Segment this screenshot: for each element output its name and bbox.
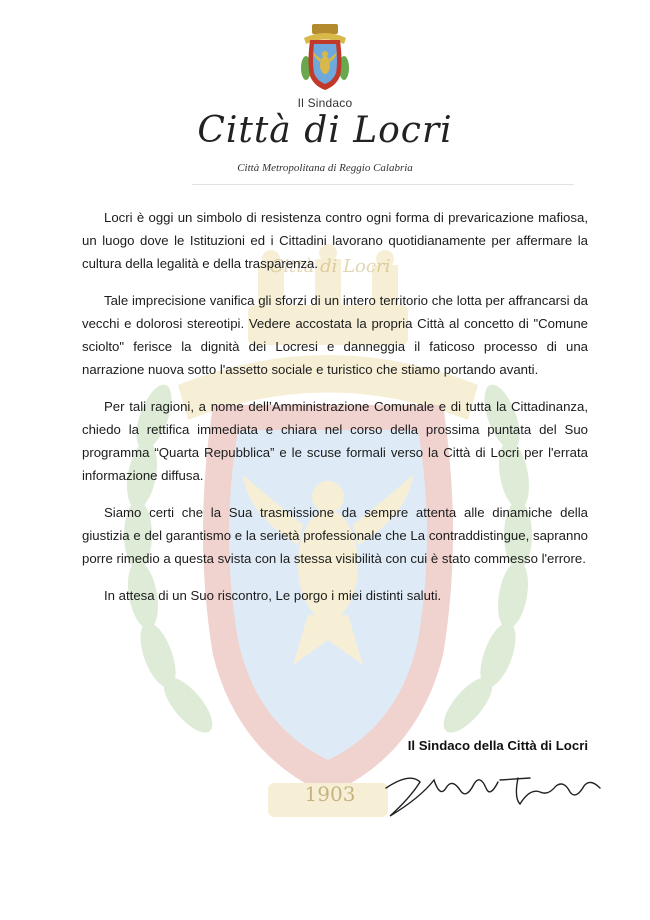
header-divider bbox=[192, 184, 574, 185]
city-name-title: Città di Locri bbox=[197, 110, 453, 151]
watermark-banner-text: Città di Locri bbox=[269, 256, 391, 277]
signer-title: Il Sindaco della Città di Locri bbox=[407, 738, 588, 753]
handwritten-signature bbox=[380, 758, 610, 826]
paragraph-5: In attesa di un Suo riscontro, Le porgo i miei distinti saluti. bbox=[104, 588, 442, 603]
paragraph-4: Siamo certi che la Sua trasmissione da sempre attenta alle dinamiche della giustizia e del garantismo e la serietà professionale che La contraddistingue, sapranno porre rimedio a questa svista con la stessa visibilità con cui è stato commesso l'errore. bbox=[82, 505, 588, 566]
coat-of-arms-logo bbox=[298, 20, 352, 94]
city-subtitle: Città Metropolitana di Reggio Calabria bbox=[237, 162, 413, 174]
letter-body bbox=[82, 206, 588, 607]
paragraph-1: Locri è oggi un simbolo di resistenza contro ogni forma di prevaricazione mafiosa, un luogo dove le Istituzioni ed i Cittadini lavorano quotidianamente per affermare la cultura della legalità e della trasparenza. bbox=[82, 210, 588, 271]
paragraph-2: Tale imprecisione vanifica gli sforzi di un intero territorio che lotta per affrancarsi da vecchi e dolorosi stereotipi. Vedere accostata la propria Città al concetto di "Comune sciolto" ferisce la dignità dei Locresi e danneggia il faticoso processo di una narrazione nuova sotto l'assetto sociale e turistico che stiamo portando avanti. bbox=[82, 293, 588, 377]
office-label: Il Sindaco bbox=[297, 96, 353, 110]
watermark-year: 1903 bbox=[304, 782, 356, 806]
paragraph-3: Per tali ragioni, a nome dell’Amministrazione Comunale e di tutta la Cittadinanza, chiedo la rettifica immediata e chiara nel corso della prossima puntata del Suo programma “Quarta Repubblica” e le scuse formali verso la Città di Locri per l'errata informazione diffusa. bbox=[82, 399, 588, 483]
